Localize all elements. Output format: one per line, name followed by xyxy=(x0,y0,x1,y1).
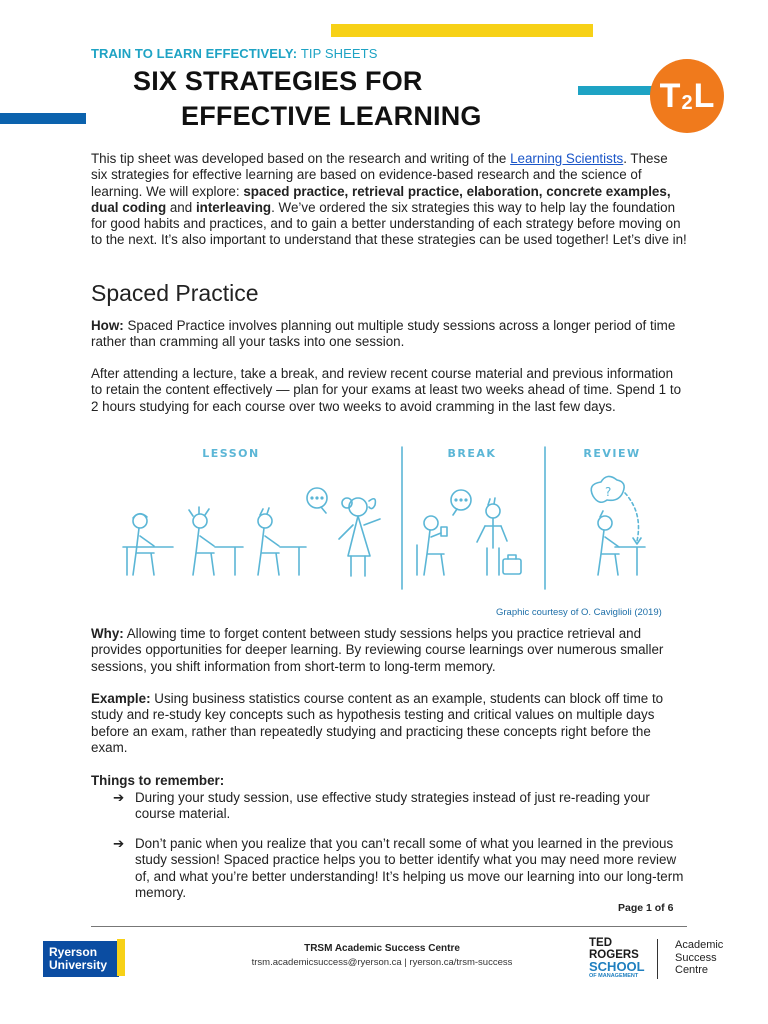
trsm-line2: ROGERS xyxy=(589,949,639,961)
centre-name: TRSM Academic Success Centre xyxy=(304,943,460,954)
things-to-remember-heading: Things to remember: xyxy=(91,773,225,788)
ryerson-line2: University xyxy=(49,958,108,972)
asc-line3: Centre xyxy=(675,964,709,976)
intro-paragraph xyxy=(91,151,687,249)
logo-t: T xyxy=(659,76,681,115)
how-paragraph xyxy=(91,318,687,351)
list-item-text: Don’t panic when you realize that you can’t recall some of what you learned in the previous study session! Spaced practice helps you to better identify what you may need more review of, and what you’re better understanding! It’s helping us move our learning into our long-term memory. xyxy=(135,836,684,900)
trsm-line3: SCHOOL xyxy=(589,959,645,974)
academic-success-centre-logo xyxy=(675,939,723,977)
list-item xyxy=(113,836,688,901)
why-label: Why: xyxy=(91,626,124,641)
logo-l: L xyxy=(693,76,715,115)
learning-scientists-link[interactable]: Learning Scientists xyxy=(510,151,624,166)
trsm-logo xyxy=(589,937,645,979)
page-title-line2: EFFECTIVE LEARNING xyxy=(181,101,482,131)
asc-line2: Success xyxy=(675,951,717,964)
question-mark: ? xyxy=(605,485,612,499)
intro-strategies: spaced practice, retrieval practice, elaboration, concrete examples, dual coding xyxy=(91,183,671,215)
footer-logo-divider xyxy=(657,939,658,979)
kicker-light: TIP SHEETS xyxy=(300,46,378,61)
break-seated-student xyxy=(417,490,471,575)
why-text: Allowing time to forget content between study sessions helps you practice retrieval and provides opportunities for deeper learning. By reviewing course learnings over numerous smaller sessions, you shift information from short-term to long-term memory. xyxy=(91,626,664,674)
break-standing-student xyxy=(477,498,521,575)
intro-text-end: . We’ve ordered the six strategies this way to help lay the foundation for good habits and practices, and to gain a better understanding of each strategy before moving on to the next. It’s also important to understand that these strategies can be used together! Let’s dive in! xyxy=(91,199,687,248)
seated-student-3 xyxy=(258,508,306,575)
label-break: BREAK xyxy=(447,447,497,460)
graphic-credit: Graphic courtesy of O. Caviglioli (2019) xyxy=(496,607,662,618)
list-item-text: During your study session, use effective study strategies instead of just re-reading your course material. xyxy=(135,790,650,822)
label-review: REVIEW xyxy=(583,447,641,460)
ryerson-logo xyxy=(43,941,119,977)
footer-divider xyxy=(91,926,687,927)
asc-line1: Academic xyxy=(675,939,724,951)
kicker-bold: TRAIN TO LEARN EFFECTIVELY: xyxy=(91,46,298,61)
example-text: Using business statistics course content as an example, students can block off time to study and re-study key concepts such as hypothesis testing and critical values on multiple days before an exam, rather than repeatedly studying and practicing these concepts right before the exam. xyxy=(91,691,664,755)
seated-student-2 xyxy=(189,507,243,575)
yellow-accent-bar xyxy=(331,24,593,37)
centre-contact[interactable]: trsm.academicsuccess@ryerson.ca | ryerson.ca/trsm-success xyxy=(251,957,513,968)
how-text: Spaced Practice involves planning out multiple study sessions across a longer period of time rather than cramming all your tasks into one session. xyxy=(91,318,676,350)
intro-interleaving: interleaving xyxy=(195,199,272,215)
page-title-line1: SIX STRATEGIES FOR xyxy=(133,66,423,96)
arrow-icon: ➔ xyxy=(113,790,125,805)
ryerson-line1: Ryerson xyxy=(49,945,98,959)
why-paragraph xyxy=(91,626,687,675)
intro-and: and xyxy=(166,199,196,215)
list-item xyxy=(113,790,688,823)
example-paragraph xyxy=(91,691,687,756)
ryerson-logo-bar xyxy=(117,939,125,976)
intro-text-start: This tip sheet was developed based on the research and writing of the xyxy=(91,151,511,166)
tip-sheet-kicker xyxy=(91,46,377,61)
section-heading: Spaced Practice xyxy=(91,280,259,306)
blue-accent-bar xyxy=(0,113,86,124)
label-lesson: LESSON xyxy=(202,447,260,460)
seated-student-1 xyxy=(123,514,173,575)
teacher-figure xyxy=(307,488,380,576)
trsm-line4: OF MANAGEMENT xyxy=(589,973,639,979)
spaced-practice-illustration xyxy=(115,441,655,593)
how-label: How: xyxy=(91,318,124,333)
trsm-line1: TED xyxy=(589,937,612,949)
review-student xyxy=(591,476,645,575)
logo-2: 2 xyxy=(681,91,693,114)
intro-text-mid: . These six strategies for effective learning are based on evidence-based research and the science of learning. We will explore: xyxy=(91,151,668,199)
t2l-logo xyxy=(650,59,724,133)
arrow-icon: ➔ xyxy=(113,836,125,851)
page-number: Page 1 of 6 xyxy=(618,902,674,914)
example-label: Example: xyxy=(91,691,151,706)
after-paragraph: After attending a lecture, take a break, and review recent course material and previous information to retain the content effectively — plan for your exams at least two weeks ahead of time. Spend 1 to 2 hours studying for each course over two weeks to avoid cramming in the last few days. xyxy=(91,366,682,414)
